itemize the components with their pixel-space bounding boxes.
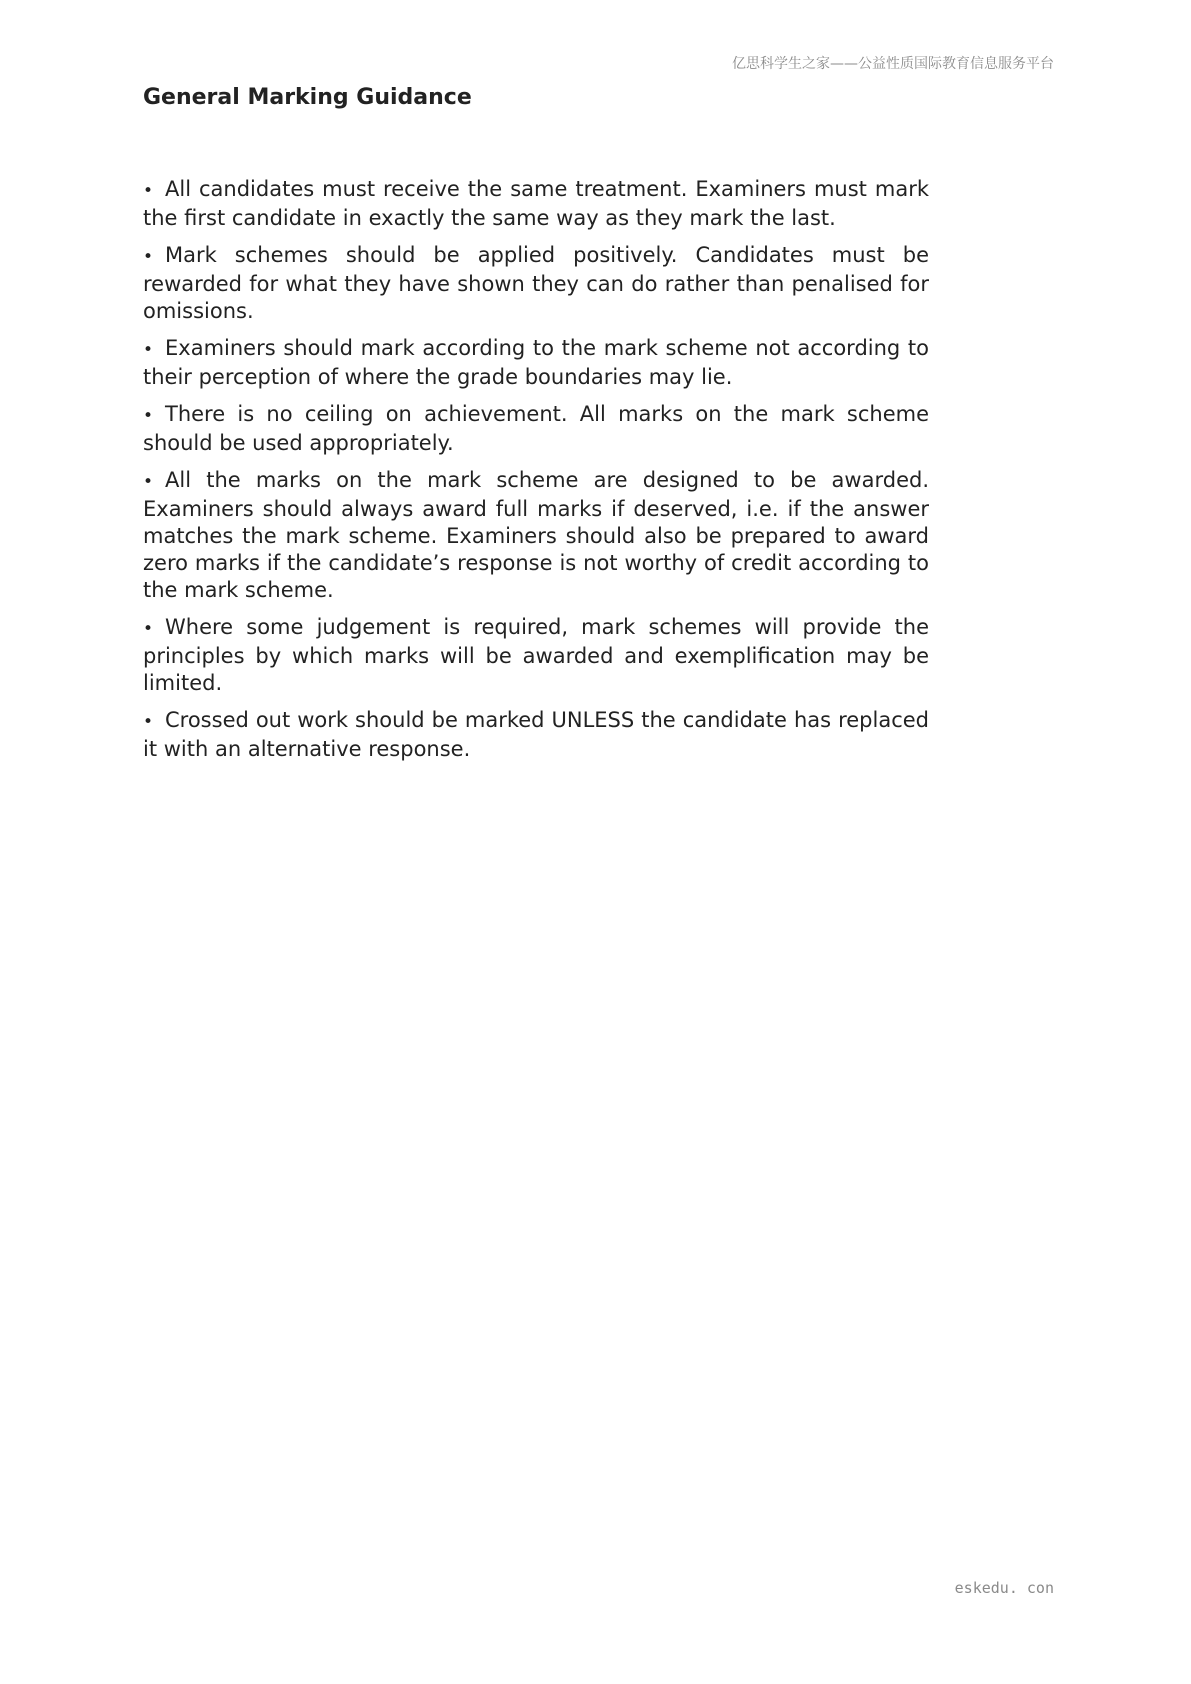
footer-site-mark: eskedu. con: [954, 1579, 1054, 1597]
bullet-icon: •: [143, 619, 154, 639]
guidance-text: All candidates must receive the same treatment. Examiners must mark the first candidate in exactly the same way as they mark the last.: [143, 177, 929, 230]
bullet-icon: •: [143, 712, 154, 732]
guidance-text: There is no ceiling on achievement. All marks on the mark scheme should be used appropriately.: [143, 402, 929, 455]
bullet-icon: •: [143, 340, 154, 360]
guidance-item: [143, 335, 929, 391]
guidance-item: [143, 401, 929, 457]
guidance-item: [143, 707, 929, 763]
guidance-text: Mark schemes should be applied positively. Candidates must be rewarded for what they have shown they can do rather than penalised for omissions.: [143, 243, 929, 323]
guidance-text: Examiners should mark according to the mark scheme not according to their perception of where the grade boundaries may lie.: [143, 336, 929, 389]
guidance-item: [143, 614, 929, 697]
bullet-icon: •: [143, 247, 154, 267]
bullet-icon: •: [143, 181, 154, 201]
guidance-item: [143, 176, 929, 232]
bullet-icon: •: [143, 406, 154, 426]
header-watermark: 亿思科学生之家——公益性质国际教育信息服务平台: [732, 56, 1054, 72]
guidance-item: [143, 467, 929, 604]
guidance-text: Crossed out work should be marked UNLESS the candidate has replaced it with an alternative response.: [143, 708, 929, 761]
guidance-item: [143, 242, 929, 325]
guidance-list: [143, 176, 929, 773]
guidance-text: All the marks on the mark scheme are designed to be awarded. Examiners should always award full marks if deserved, i.e. if the answer matches the mark scheme. Examiners should also be prepared to award zero marks if the candidate’s response is not worthy of credit according to the mark scheme.: [143, 468, 929, 602]
bullet-icon: •: [143, 472, 154, 492]
guidance-text: Where some judgement is required, mark schemes will provide the principles by which marks will be awarded and exemplification may be limited.: [143, 615, 929, 695]
page-title: General Marking Guidance: [143, 85, 472, 110]
